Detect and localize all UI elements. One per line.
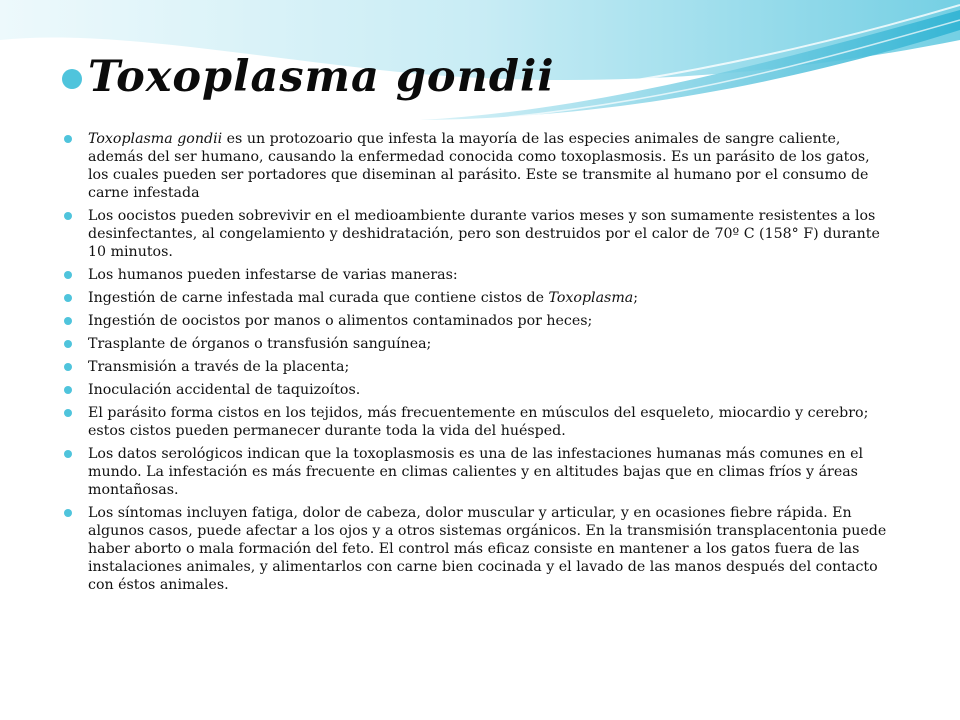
- bullet-text: Los datos serológicos indican que la toxoplasmosis es una de las infestaciones humanas más comunes en el mundo. La infestación es más frecuente en climas calientes y en altitudes bajas que en climas fríos y áreas montañosas.: [88, 446, 863, 498]
- bullet-text: El parásito forma cistos en los tejidos, más frecuentemente en músculos del esqueleto, miocardio y cerebro; estos cistos pueden permanecer durante toda la vida del huésped.: [88, 405, 869, 439]
- bullet-icon: [64, 294, 72, 302]
- title-bullet-icon: [62, 69, 82, 89]
- bullet-icon: [64, 409, 72, 417]
- bullet-item: [64, 130, 894, 202]
- bullet-item: [64, 312, 894, 330]
- bullet-text: Toxoplasma: [548, 290, 634, 306]
- bullet-icon: [64, 271, 72, 279]
- bullet-text: Los humanos pueden infestarse de varias maneras:: [88, 267, 458, 283]
- bullet-item: [64, 504, 894, 594]
- bullet-icon: [64, 450, 72, 458]
- bullet-text: Inoculación accidental de taquizoítos.: [88, 382, 361, 398]
- bullet-icon: [64, 212, 72, 220]
- bullet-icon: [64, 317, 72, 325]
- bullet-item: [64, 358, 894, 376]
- bullet-icon: [64, 363, 72, 371]
- bullet-item: [64, 289, 894, 307]
- bullet-text: Ingestión de carne infestada mal curada que contiene cistos de: [88, 290, 549, 306]
- bullet-text: es un protozoario que infesta la mayoría de las especies animales de sangre caliente, además del ser humano, causando la enfermedad conocida como toxoplasmosis. Es un parásito de los gatos, los cuales pueden ser portadores que diseminan al parásito. Este se transmite al humano por el consumo de carne infestada: [88, 131, 870, 201]
- bullet-text: Los síntomas incluyen fatiga, dolor de cabeza, dolor muscular y articular, y en ocasiones fiebre rápida. En algunos casos, puede afectar a los ojos y a otros sistemas orgánicos. En la transmisión transplacentonia puede haber aborto o mala formación del feto. El control más eficaz consiste en mantener a los gatos fuera de las instalaciones animales, y alimentarlos con carne bien cocinada y el lavado de las manos después del contacto con éstos animales.: [88, 505, 887, 593]
- bullet-text: Ingestión de oocistos por manos o alimentos contaminados por heces;: [88, 313, 593, 329]
- bullet-text: Trasplante de órganos o transfusión sanguínea;: [88, 336, 432, 352]
- bullet-text: Transmisión a través de la placenta;: [88, 359, 350, 375]
- bullet-icon: [64, 509, 72, 517]
- bullet-item: [64, 381, 894, 399]
- title-row: [62, 52, 555, 102]
- bullet-icon: [64, 135, 72, 143]
- bullet-text: Toxoplasma gondii: [88, 131, 223, 147]
- bullet-item: [64, 335, 894, 353]
- bullet-item: [64, 266, 894, 284]
- bullet-list: [64, 130, 894, 599]
- bullet-text: Los oocistos pueden sobrevivir en el medioambiente durante varios meses y son sumamente resistentes a los desinfectantes, al congelamiento y deshidratación, pero son destruidos por el calor de 70º C (158° F) durante 10 minutos.: [88, 208, 880, 260]
- bullet-item: [64, 404, 894, 440]
- bullet-icon: [64, 340, 72, 348]
- slide-title: Toxoplasma gondii: [88, 52, 555, 102]
- bullet-icon: [64, 386, 72, 394]
- bullet-item: [64, 207, 894, 261]
- bullet-text: ;: [633, 290, 639, 306]
- bullet-item: [64, 445, 894, 499]
